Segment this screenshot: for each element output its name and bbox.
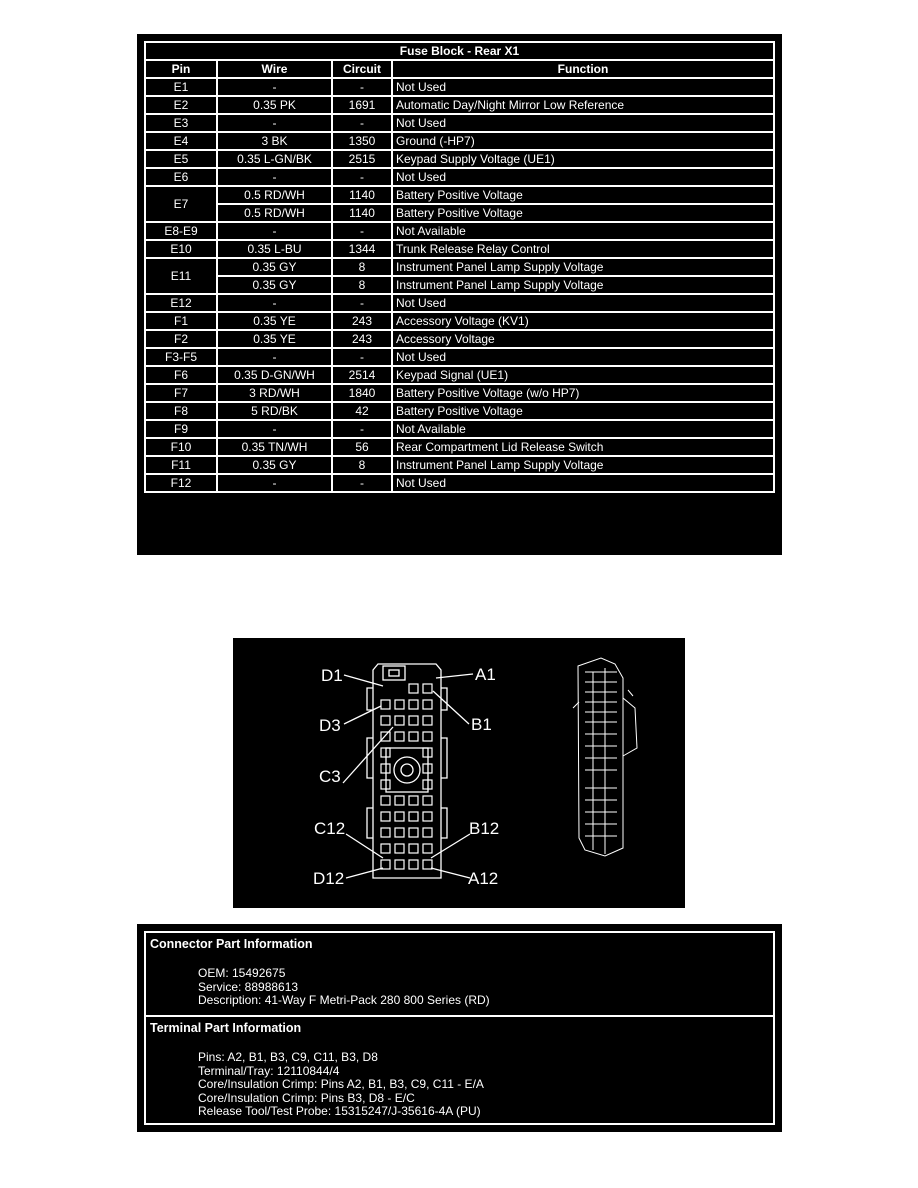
cell-function: Rear Compartment Lid Release Switch <box>392 438 774 456</box>
cell-pin: F7 <box>145 384 217 402</box>
cell-circuit: 1140 <box>332 204 392 222</box>
table-row <box>145 96 774 114</box>
terminal-info-title: Terminal Part Information <box>150 1021 302 1035</box>
table-body <box>145 78 774 492</box>
connector-cavity <box>395 844 404 853</box>
cell-circuit: - <box>332 294 392 312</box>
label-a12: A12 <box>468 869 499 888</box>
table-row <box>145 222 774 240</box>
cell-function: Not Used <box>392 78 774 96</box>
connector-cavity <box>409 812 418 821</box>
cell-circuit: 8 <box>332 276 392 294</box>
cell-function: Accessory Voltage (KV1) <box>392 312 774 330</box>
cell-function: Accessory Voltage <box>392 330 774 348</box>
header-function: Function <box>392 60 774 78</box>
cell-function: Automatic Day/Night Mirror Low Reference <box>392 96 774 114</box>
cell-pin: E6 <box>145 168 217 186</box>
cell-circuit: 42 <box>332 402 392 420</box>
cell-circuit: 56 <box>332 438 392 456</box>
table-row <box>145 402 774 420</box>
table-row <box>145 204 774 222</box>
cell-wire: - <box>217 78 332 96</box>
cell-wire: 0.5 RD/WH <box>217 186 332 204</box>
connector-cavity <box>423 716 432 725</box>
cell-pin: F6 <box>145 366 217 384</box>
table-row <box>145 366 774 384</box>
terminal-info-line: Core/Insulation Crimp: Pins B3, D8 - E/C <box>198 1090 415 1105</box>
cell-function: Not Available <box>392 420 774 438</box>
connector-cavity <box>423 796 432 805</box>
connector-info-title: Connector Part Information <box>150 937 313 951</box>
cell-wire: 0.35 GY <box>217 276 332 294</box>
cell-function: Instrument Panel Lamp Supply Voltage <box>392 258 774 276</box>
table-row <box>145 384 774 402</box>
cell-wire: 3 BK <box>217 132 332 150</box>
cell-wire: - <box>217 474 332 492</box>
cell-wire: 0.5 RD/WH <box>217 204 332 222</box>
cell-pin: E2 <box>145 96 217 114</box>
connector-cavity <box>395 716 404 725</box>
connector-info-line: Service: 88988613 <box>198 979 299 994</box>
cell-wire: 0.35 L-BU <box>217 240 332 258</box>
connector-drawing <box>233 638 685 908</box>
cell-function: Not Used <box>392 114 774 132</box>
connector-part-info <box>144 931 775 1017</box>
cell-circuit: 1691 <box>332 96 392 114</box>
cell-function: Not Available <box>392 222 774 240</box>
connector-cavity <box>423 860 432 869</box>
cell-wire: - <box>217 420 332 438</box>
label-b12: B12 <box>469 819 500 838</box>
connector-cavity <box>409 828 418 837</box>
cell-wire: 0.35 PK <box>217 96 332 114</box>
table-row <box>145 474 774 492</box>
label-a1: A1 <box>475 665 496 684</box>
cell-circuit: - <box>332 114 392 132</box>
cell-pin: F10 <box>145 438 217 456</box>
cell-pin: E1 <box>145 78 217 96</box>
connector-side-view <box>573 658 637 856</box>
cell-wire: 0.35 D-GN/WH <box>217 366 332 384</box>
connector-cavity <box>381 828 390 837</box>
table-row <box>145 348 774 366</box>
connector-cavity <box>381 844 390 853</box>
cell-pin: E3 <box>145 114 217 132</box>
cell-pin: F1 <box>145 312 217 330</box>
fuse-block-table <box>144 41 775 493</box>
label-d1: D1 <box>321 666 343 685</box>
cell-circuit: 8 <box>332 456 392 474</box>
cell-circuit: 2515 <box>332 150 392 168</box>
cell-wire: 0.35 L-GN/BK <box>217 150 332 168</box>
connector-cavity <box>423 844 432 853</box>
cell-wire: 0.35 GY <box>217 258 332 276</box>
table-row <box>145 258 774 276</box>
cell-function: Not Used <box>392 474 774 492</box>
cell-circuit: 1140 <box>332 186 392 204</box>
table-row <box>145 312 774 330</box>
table-row <box>145 78 774 96</box>
cell-pin: F3-F5 <box>145 348 217 366</box>
cell-wire: 0.35 GY <box>217 456 332 474</box>
cell-circuit: - <box>332 348 392 366</box>
cell-circuit: 1840 <box>332 384 392 402</box>
connector-cavity <box>381 812 390 821</box>
cell-function: Battery Positive Voltage <box>392 204 774 222</box>
table-row <box>145 168 774 186</box>
connector-cavity <box>409 700 418 709</box>
cell-wire: - <box>217 294 332 312</box>
label-c12: C12 <box>314 819 346 838</box>
cell-function: Not Used <box>392 168 774 186</box>
cell-circuit: 2514 <box>332 366 392 384</box>
cell-pin: F11 <box>145 456 217 474</box>
table-row <box>145 132 774 150</box>
terminal-info-lines <box>198 1051 484 1119</box>
cell-circuit: - <box>332 168 392 186</box>
cell-circuit: 8 <box>332 258 392 276</box>
connector-cavity <box>409 860 418 869</box>
cell-function: Ground (-HP7) <box>392 132 774 150</box>
cell-wire: - <box>217 168 332 186</box>
table-row <box>145 240 774 258</box>
connector-cavity <box>423 732 432 741</box>
header-wire: Wire <box>217 60 332 78</box>
cell-pin: E8-E9 <box>145 222 217 240</box>
cell-pin: E12 <box>145 294 217 312</box>
terminal-part-info <box>144 1017 775 1125</box>
cell-wire: 0.35 YE <box>217 312 332 330</box>
connector-cavity <box>395 860 404 869</box>
cell-wire: 3 RD/WH <box>217 384 332 402</box>
label-b1: B1 <box>471 715 492 734</box>
cell-function: Instrument Panel Lamp Supply Voltage <box>392 456 774 474</box>
fuse-block-table-panel <box>137 34 782 555</box>
table-row <box>145 114 774 132</box>
cell-circuit: - <box>332 420 392 438</box>
cell-pin: F12 <box>145 474 217 492</box>
connector-cavity <box>409 844 418 853</box>
table-title: Fuse Block - Rear X1 <box>145 42 774 60</box>
cell-circuit: 243 <box>332 330 392 348</box>
cell-wire: 5 RD/BK <box>217 402 332 420</box>
connector-cavity <box>409 796 418 805</box>
table-row <box>145 330 774 348</box>
table-row <box>145 186 774 204</box>
label-d12: D12 <box>313 869 345 888</box>
cell-function: Battery Positive Voltage <box>392 402 774 420</box>
cell-function: Keypad Supply Voltage (UE1) <box>392 150 774 168</box>
connector-cavity <box>395 700 404 709</box>
cell-wire: 0.35 YE <box>217 330 332 348</box>
cell-wire: - <box>217 114 332 132</box>
cell-function: Battery Positive Voltage (w/o HP7) <box>392 384 774 402</box>
connector-cavity <box>409 732 418 741</box>
cell-circuit: 1344 <box>332 240 392 258</box>
label-d3: D3 <box>319 716 341 735</box>
connector-cavity <box>381 796 390 805</box>
cell-wire: - <box>217 348 332 366</box>
header-circuit: Circuit <box>332 60 392 78</box>
cell-circuit: 1350 <box>332 132 392 150</box>
cell-function: Not Used <box>392 348 774 366</box>
connector-cavity <box>423 812 432 821</box>
table-row <box>145 420 774 438</box>
cell-pin: F2 <box>145 330 217 348</box>
connector-info-line: Description: 41-Way F Metri-Pack 280 800 Series (RD) <box>198 993 490 1007</box>
header-pin: Pin <box>145 60 217 78</box>
cell-pin: E10 <box>145 240 217 258</box>
cell-pin: F9 <box>145 420 217 438</box>
cell-wire: 0.35 TN/WH <box>217 438 332 456</box>
label-c3: C3 <box>319 767 341 786</box>
cell-pin: E5 <box>145 150 217 168</box>
cell-circuit: - <box>332 222 392 240</box>
cell-wire: - <box>217 222 332 240</box>
cell-pin: E7 <box>145 186 217 222</box>
table-row <box>145 438 774 456</box>
cell-circuit: - <box>332 78 392 96</box>
part-info-panel <box>137 924 782 1132</box>
cell-pin: E4 <box>145 132 217 150</box>
cell-function: Instrument Panel Lamp Supply Voltage <box>392 276 774 294</box>
terminal-info-line: Release Tool/Test Probe: 15315247/J-35616-4A (PU) <box>198 1104 481 1118</box>
connector-cavity <box>423 700 432 709</box>
table-header-row <box>145 60 774 78</box>
table-row <box>145 150 774 168</box>
connector-cavity <box>423 684 432 693</box>
connector-info-line: OEM: 15492675 <box>198 966 286 980</box>
terminal-info-line: Core/Insulation Crimp: Pins A2, B1, B3, C9, C11 - E/A <box>198 1077 484 1091</box>
connector-cavity <box>395 828 404 837</box>
connector-cavity <box>395 732 404 741</box>
connector-info-lines <box>198 967 490 1008</box>
cell-circuit: - <box>332 474 392 492</box>
connector-cavity <box>409 684 418 693</box>
cell-function: Battery Positive Voltage <box>392 186 774 204</box>
terminal-info-line: Terminal/Tray: 12110844/4 <box>198 1063 340 1078</box>
connector-cavity <box>381 700 390 709</box>
table-row <box>145 294 774 312</box>
connector-cavity <box>395 796 404 805</box>
connector-cavity <box>423 828 432 837</box>
connector-cavity <box>395 812 404 821</box>
table-row <box>145 276 774 294</box>
cell-pin: E11 <box>145 258 217 294</box>
cell-circuit: 243 <box>332 312 392 330</box>
cell-function: Trunk Release Relay Control <box>392 240 774 258</box>
cell-pin: F8 <box>145 402 217 420</box>
terminal-info-line: Pins: A2, B1, B3, C9, C11, B3, D8 <box>198 1050 378 1064</box>
connector-cavity <box>381 716 390 725</box>
cell-function: Not Used <box>392 294 774 312</box>
table-title-row <box>145 42 774 60</box>
table-row <box>145 456 774 474</box>
cell-function: Keypad Signal (UE1) <box>392 366 774 384</box>
connector-diagram <box>233 638 685 908</box>
connector-cavity <box>409 716 418 725</box>
connector-face <box>367 664 447 878</box>
